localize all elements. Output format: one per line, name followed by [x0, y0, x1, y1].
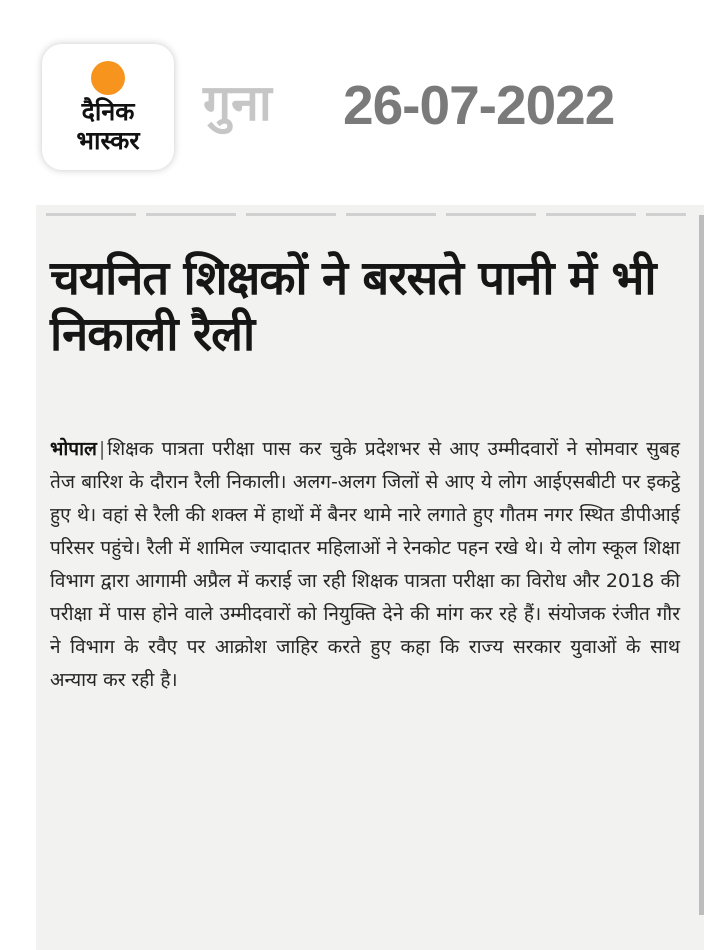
newspaper-clipping: [36, 205, 704, 950]
clipping-right-edge: [699, 215, 704, 915]
article-headline: चयनित शिक्षकों ने बरसते पानी में भी निकाली रैली: [50, 251, 656, 362]
article-body-text: शिक्षक पात्रता परीक्षा पास कर चुके प्रदेशभर से आए उम्मीदवारों ने सोमवार सुबह तेज बारिश के दौरान रैली निकाली। अलग-अलग जिलों से आए ये लोग आईएसबीटी पर इकट्ठे हुए थे। वहां से रैली की शक्ल में हाथों में बैनर थामे नारे लगाते हुए गौतम नगर स्थित डीपीआई परिसर पहुंचे। रैली में शामिल ज्यादातर महिलाओं ने रेनकोट पहन रखे थे। ये लोग स्कूल शिक्षा विभाग द्वारा आगामी अप्रैल में कराई जा रही शिक्षक पात्रता परीक्षा का विरोध और 2018 की परीक्षा में पास होने वाले उम्मीदवारों को नियुक्ति देने की मांग कर रहे हैं। संयोजक रंजीत गौर ने विभाग के रवैए पर आक्रोश जाहिर करते हुए कहा कि राज्य सरकार युवाओं के साथ अन्याय कर रही है।: [50, 438, 680, 691]
logo-text-line2: भास्कर: [76, 126, 140, 155]
header: [0, 0, 709, 200]
sun-dot-icon: [91, 61, 125, 95]
dateline-separator: |: [98, 438, 106, 460]
article-dateline: भोपाल: [50, 438, 97, 460]
clipping-top-rule: [46, 213, 686, 216]
logo-text-line1: दैनिक: [81, 97, 135, 126]
article-body: [50, 433, 680, 697]
dainik-bhaskar-logo: [42, 44, 174, 170]
edition-date: 26-07-2022: [343, 74, 615, 136]
city-name: गुना: [203, 74, 272, 132]
